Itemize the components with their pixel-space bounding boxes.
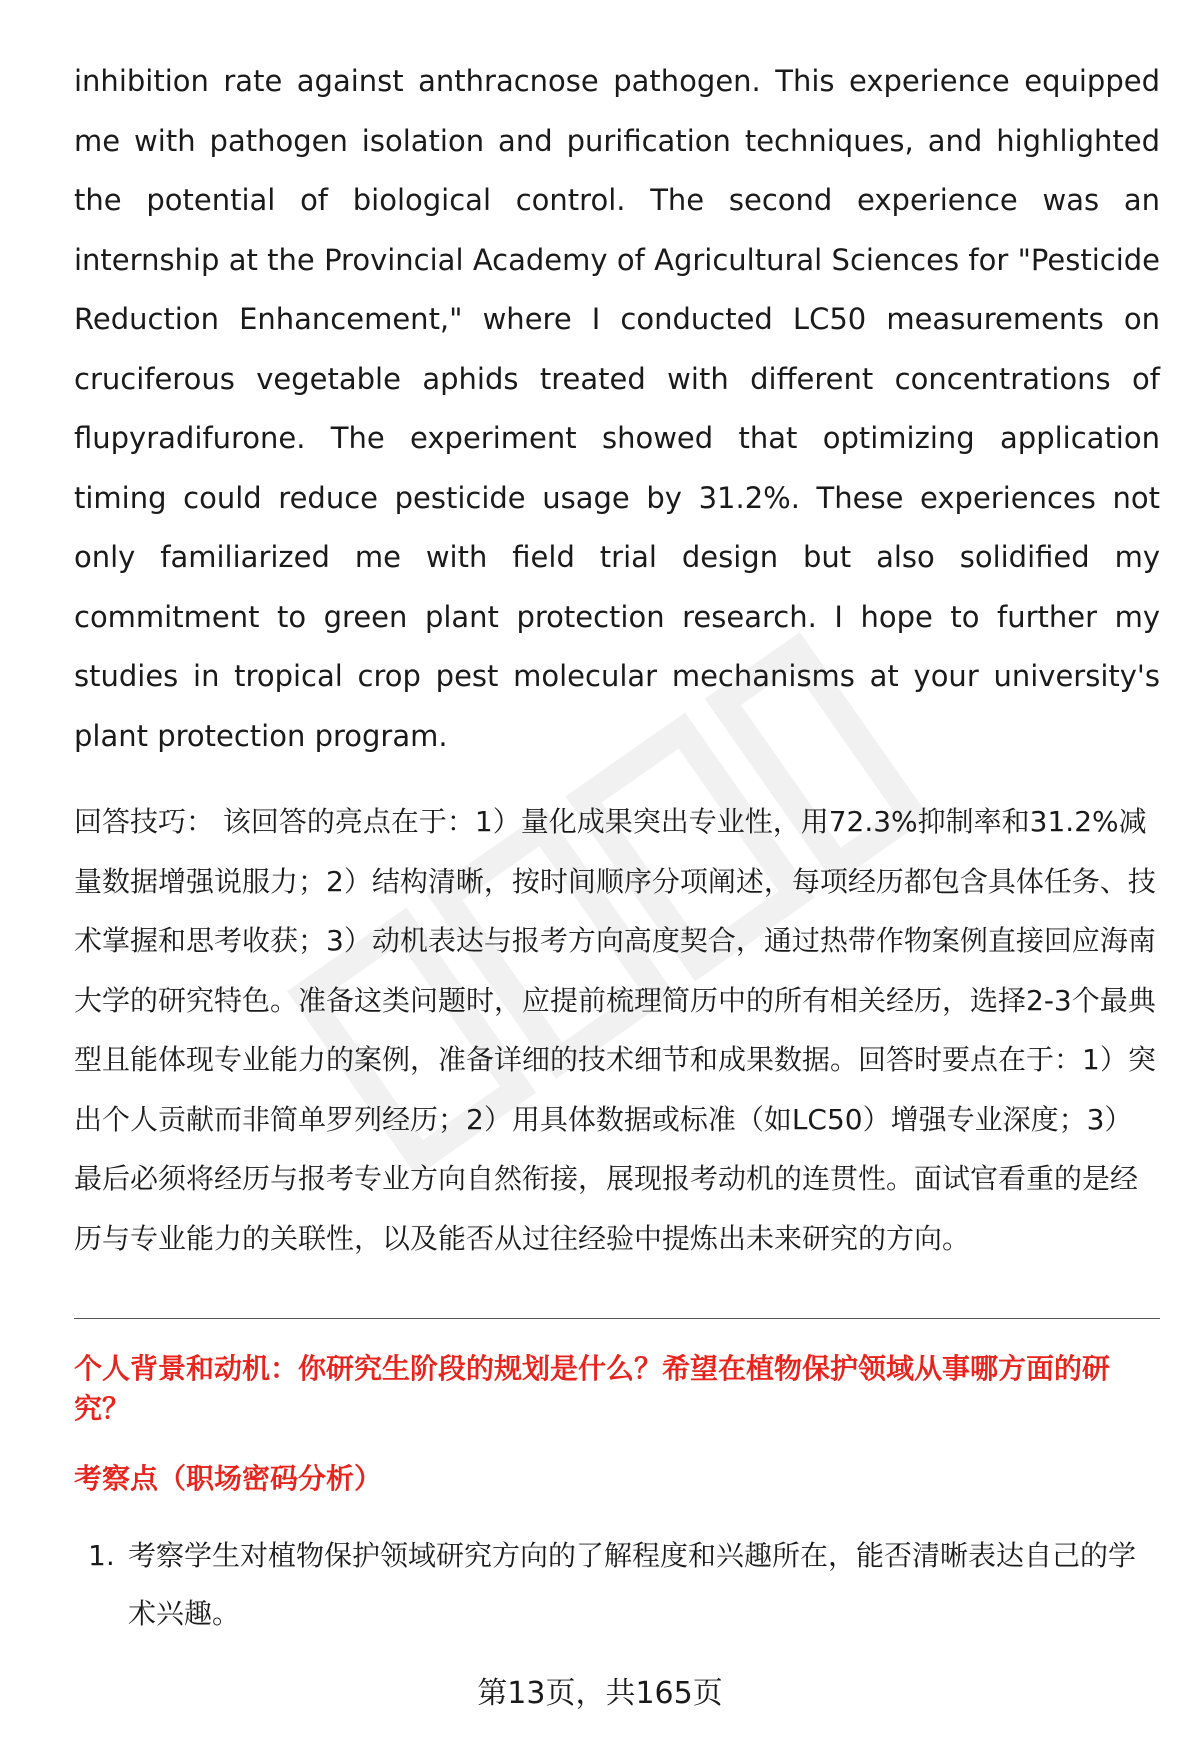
interview-question-heading: 个人背景和动机：你研究生阶段的规划是什么？希望在植物保护领域从事哪方面的研究？ bbox=[74, 1352, 1111, 1425]
assessment-points-heading: 考察点（职场密码分析） bbox=[74, 1462, 383, 1495]
answer-tips-paragraph: 回答技巧： 该回答的亮点在于：1）量化成果突出专业性，用72.3%抑制率和31.2%减量数据增强说服力；2）结构清晰，按时间顺序分项阐述，每项经历都包含具体任务、技术掌握和思考收获；3）动机表达与报考方向高度契合，通过热带作物案例直接回应海南大学的研究特色。准备这类问题时，应提前梳理简历中的所有相关经历，选择2-3个最典型且能体现专业能力的案例，准备详细的技术细节和成果数据。回答时要点在于：1）突出个人贡献而非简单罗列经历；2）用具体数据或标准（如LC50）增强专业深度；3）最后必须将经历与报考专业方向自然衔接，展现报考动机的连贯性。面试官看重的是经历与专业能力的关联性，以及能否从过往经验中提炼出未来研究的方向。 bbox=[74, 805, 1156, 1255]
list-item-text: 考察学生对植物保护领域研究方向的了解程度和兴趣所在，能否清晰表达自己的学术兴趣。 bbox=[128, 1539, 1137, 1630]
section-divider bbox=[74, 1318, 1160, 1319]
intro-paragraph: inhibition rate against anthracnose pathogen. This experience equipped me with pathogen isolation and purification techniques, and highlighted the potential of biological control. The second experience was an internship at the Provincial Academy of Agricultural Sciences for "Pesticide Reduction Enhancement," where I conducted LC50 measurements on cruciferous vegetable aphids treated with different concentrations of flupyradifurone. The experiment showed that optimizing application timing could reduce pesticide usage by 31.2%. These experiences not only familiarized me with field trial design but also solidified my commitment to green plant protection research. I hope to further my studies in tropical crop pest molecular mechanisms at your university's plant protection program. bbox=[74, 64, 1160, 753]
page-number-footer: 第13页，共165页 bbox=[477, 1676, 723, 1711]
list-item bbox=[74, 1527, 1160, 1643]
document-page bbox=[74, 52, 1160, 1643]
list-item-number: 1. bbox=[88, 1539, 115, 1572]
assessment-points-list bbox=[74, 1527, 1160, 1643]
